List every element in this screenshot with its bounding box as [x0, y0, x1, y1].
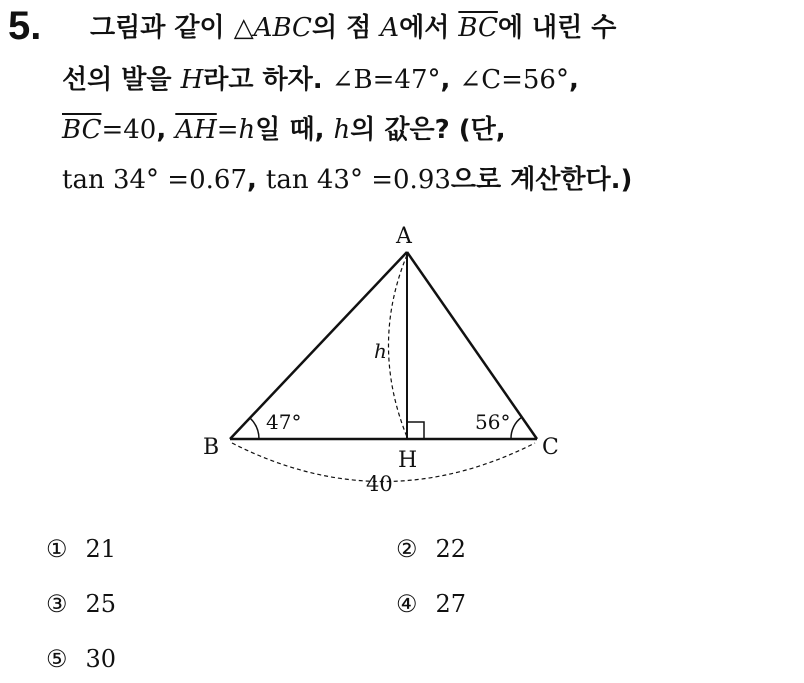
- choice-mark: ①: [46, 535, 68, 563]
- segment-AH: $\overline{AH}$: [175, 115, 217, 145]
- angle-label-C: 56°: [475, 410, 511, 434]
- tan-34-value: tan 34° =0.67: [62, 165, 247, 195]
- side-AC: [407, 252, 537, 439]
- choice-3[interactable]: [46, 587, 116, 621]
- foot-label-H: H: [398, 448, 418, 473]
- separator: ,: [568, 65, 579, 95]
- choice-mark: ②: [396, 535, 418, 563]
- text-segment: 의 점: [311, 13, 381, 43]
- question-line-3: [62, 110, 506, 150]
- base-length-label: 40: [366, 472, 393, 496]
- variable-h: h: [238, 115, 256, 145]
- separator: ,: [246, 165, 266, 195]
- choice-2[interactable]: [396, 532, 466, 566]
- vertex-label-A: A: [396, 224, 412, 249]
- separator: ,: [440, 65, 460, 95]
- separator: ,: [156, 115, 176, 145]
- choice-value: 27: [435, 590, 467, 618]
- choice-value: 25: [85, 590, 117, 618]
- triangle-symbol: △ABC: [233, 13, 312, 43]
- text-segment: 일 때,: [255, 115, 334, 145]
- choice-1[interactable]: [46, 532, 116, 566]
- question-line-2: [62, 60, 579, 100]
- point-A: A: [380, 13, 400, 43]
- text-segment: 으로 계산한다.): [450, 165, 633, 195]
- text-segment: 선의 발을: [62, 65, 181, 95]
- height-label-h: h: [374, 339, 387, 363]
- choice-4[interactable]: [396, 587, 466, 621]
- text-segment: 그림과 같이: [90, 13, 234, 43]
- point-H: H: [180, 65, 204, 95]
- vertex-label-B: B: [203, 435, 220, 460]
- angle-B-condition: ∠B=47°: [331, 65, 441, 95]
- right-angle-mark: [407, 422, 424, 439]
- h-dashed-arc: [389, 255, 408, 437]
- text-segment: 의 값은? (단,: [350, 115, 506, 145]
- angle-arc-C: [511, 417, 522, 439]
- text-segment: 라고 하자.: [203, 65, 332, 95]
- choice-5[interactable]: [46, 642, 116, 676]
- choice-mark: ③: [46, 590, 68, 618]
- segment-BC: $\overline{BC}$: [62, 115, 102, 145]
- segment-BC: $\overline{BC}$: [458, 13, 498, 43]
- equals-sign: =: [216, 115, 239, 145]
- variable-h: h: [333, 115, 351, 145]
- choice-value: 30: [85, 645, 117, 673]
- triangle-figure: [190, 215, 590, 505]
- question-number: 5.: [8, 4, 42, 48]
- question-line-4: [62, 160, 632, 200]
- tan-43-value: tan 43° =0.93: [265, 165, 451, 195]
- choice-mark: ④: [396, 590, 418, 618]
- angle-arc-B: [250, 418, 259, 439]
- question-line-1: [90, 8, 616, 48]
- vertex-label-C: C: [542, 435, 559, 460]
- choice-value: 22: [435, 535, 467, 563]
- text-segment: 에 내린 수: [497, 13, 617, 43]
- choice-mark: ⑤: [46, 645, 68, 673]
- text-segment: 에서: [399, 13, 459, 43]
- bc-value: =40: [101, 115, 157, 145]
- choice-value: 21: [85, 535, 117, 563]
- angle-label-B: 47°: [266, 410, 302, 434]
- angle-C-condition: ∠C=56°: [459, 65, 569, 95]
